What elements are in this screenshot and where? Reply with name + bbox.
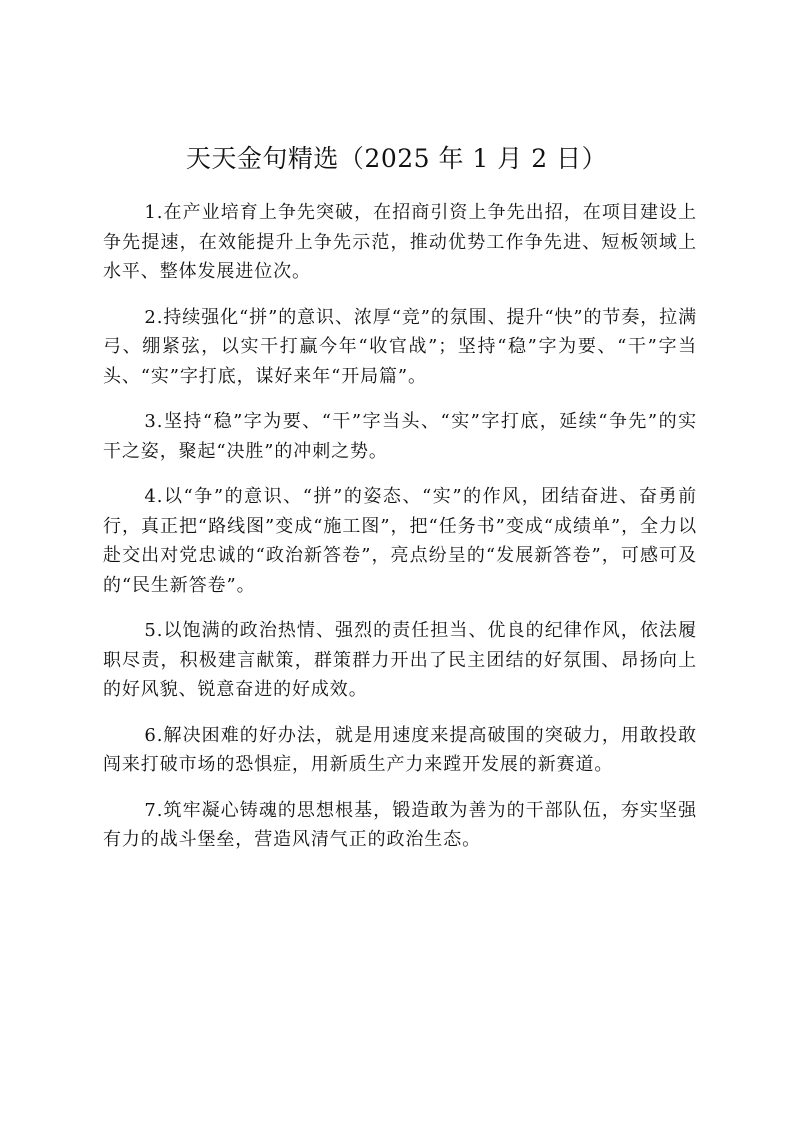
document-body (103, 198, 697, 871)
page-title: 天天金句精选（2025 年 1 月 2 日） (185, 144, 608, 173)
paragraph-6: 6.解决困难的好办法，就是用速度来提高破围的突破力，用敢投敢闯来打破市场的恐惧症，用新质生产力来蹚开发展的新赛道。 (103, 724, 697, 775)
paragraph-7: 7.筑牢凝心铸魂的思想根基，锻造敢为善为的干部队伍，夯实坚强有力的战斗堡垒，营造风清气正的政治生态。 (103, 799, 697, 850)
paragraph-2: 2.持续强化“拼”的意识、浓厚“竞”的氛围、提升“快”的节奏，拉满弓、绷紧弦，以实干打赢今年“收官战”；坚持“稳”字为要、“干”字当头、“实”字打底，谋好来年“开局篇”。 (103, 306, 697, 387)
paragraph-5: 5.以饱满的政治热情、强烈的责任担当、优良的纪律作风，依法履职尽责，积极建言献策，群策群力开出了民主团结的好氛围、昂扬向上的好风貌、锐意奋进的好成效。 (103, 620, 697, 700)
paragraph-3: 3.坚持“稳”字为要、“干”字当头、“实”字打底，延续“争先”的实干之姿，聚起“决胜”的冲刺之势。 (103, 411, 697, 462)
paragraph-4: 4.以“争”的意识、“拼”的姿态、“实”的作风，团结奋进、奋勇前行，真正把“路线图”变成“施工图”，把“任务书”变成“成绩单”，全力以赴交出对党忠诚的“政治新答卷”，亮点纷呈的“发展新答卷”，可感可及的“民生新答卷”。 (103, 486, 697, 596)
paragraph-1: 1.在产业培育上争先突破，在招商引资上争先出招，在项目建设上争先提速，在效能提升上争先示范，推动优势工作争先进、短板领域上水平、整体发展进位次。 (103, 202, 697, 282)
